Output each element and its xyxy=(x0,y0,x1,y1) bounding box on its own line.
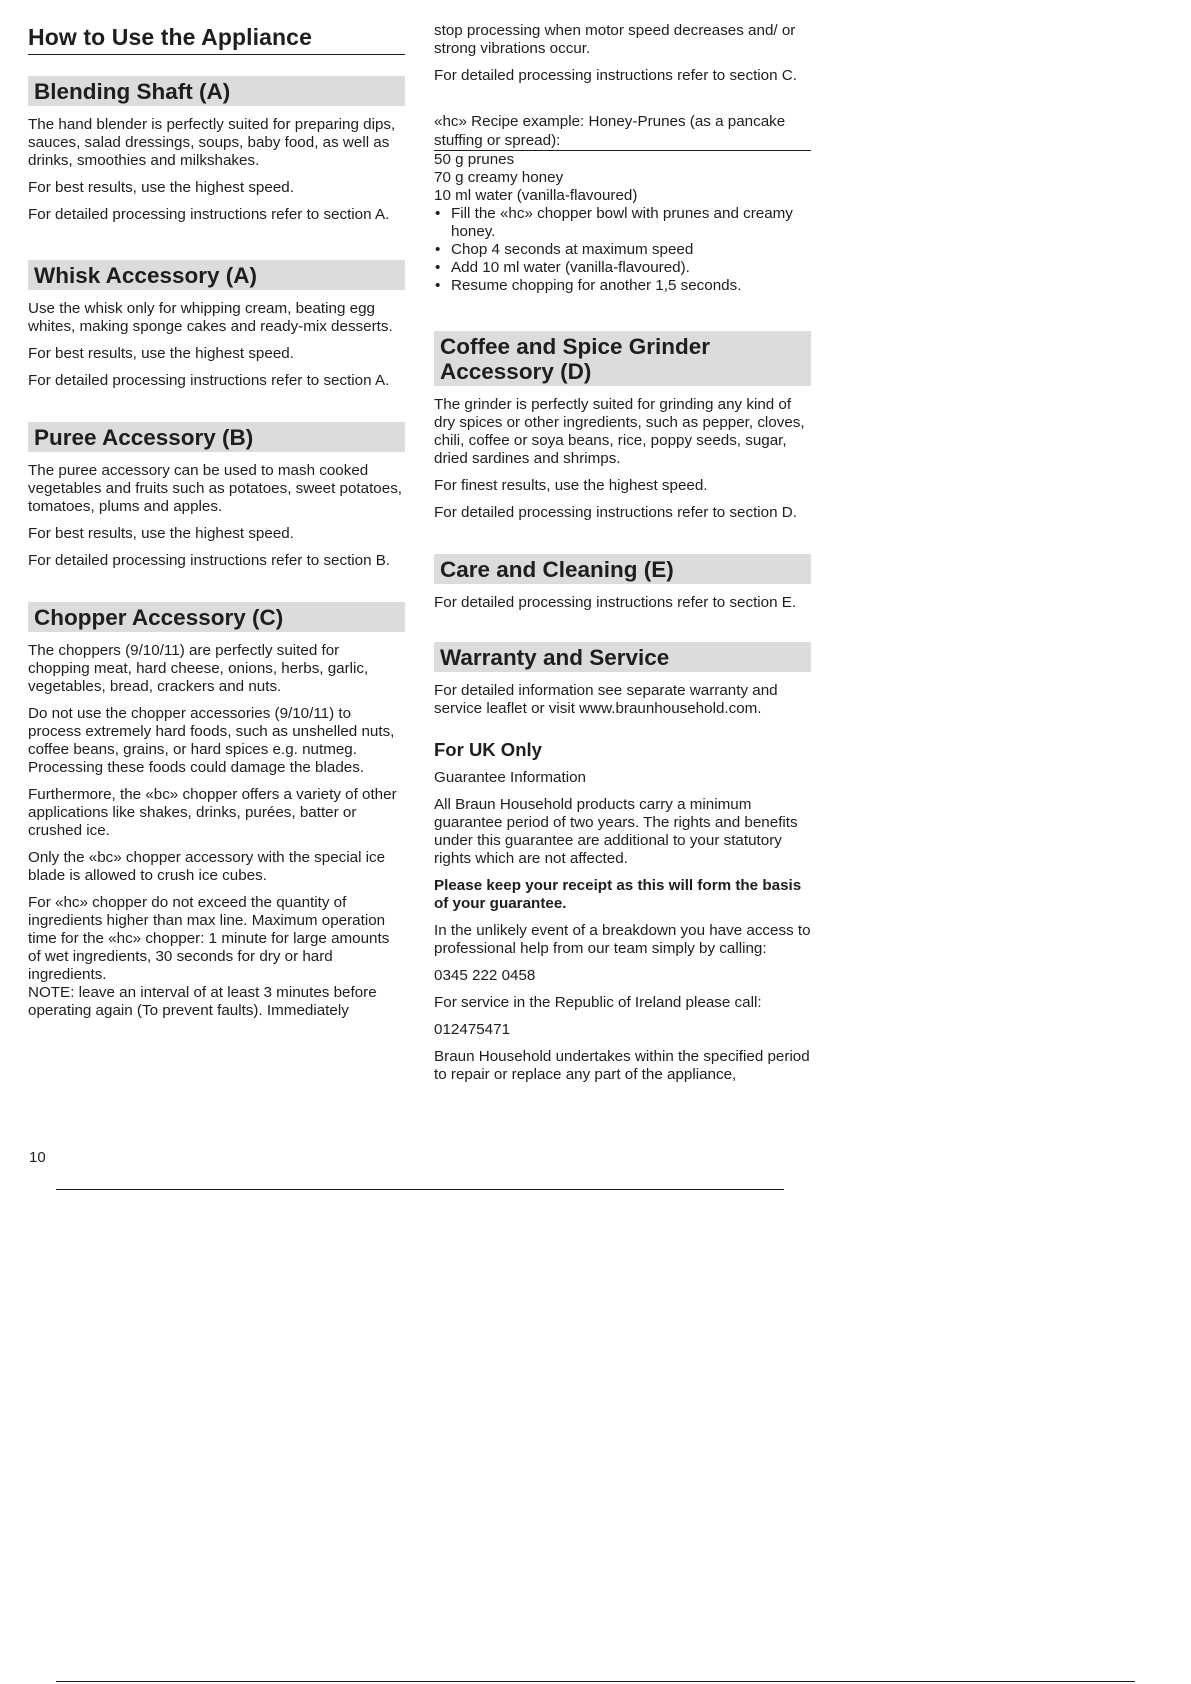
chopper-description: The choppers (9/10/11) are perfectly suited for chopping meat, hard cheese, onions, herbs, garlic, vegetables, bread, crackers and nuts. xyxy=(28,642,369,695)
bullet-icon: • xyxy=(435,259,441,276)
puree-accessory-heading: Puree Accessory (B) xyxy=(28,422,405,452)
uk-only-heading: For UK Only xyxy=(434,739,542,760)
chopper-instructions-ref: For detailed processing instructions refer to section C. xyxy=(434,67,797,84)
recipe-step: • Chop 4 seconds at maximum speed xyxy=(435,241,694,258)
guarantee-period-text: All Braun Household products carry a minimum guarantee period of two years. The rights and benefits under this guarantee are additional to your statutory rights which are not affected. xyxy=(434,796,798,867)
recipe-block xyxy=(434,112,811,295)
keep-receipt-note: Please keep your receipt as this will form the basis of your guarantee. xyxy=(434,877,802,912)
bottom-divider xyxy=(56,1681,1135,1682)
warranty-info: For detailed information see separate warranty and service leaflet or visit www.braunhousehold.com. xyxy=(434,682,778,717)
recipe-ingredient: 50 g prunes xyxy=(434,151,515,168)
recipe-steps xyxy=(434,205,811,295)
warranty-service-heading: Warranty and Service xyxy=(434,642,811,672)
chopper-stop-note: stop processing when motor speed decreases and/ or strong vibrations occur. xyxy=(434,22,796,57)
grinder-description: The grinder is perfectly suited for grinding any kind of dry spices or other ingredients, such as pepper, cloves, chili, coffee or soya beans, rice, poppy seeds, sugar, dried sardines and shrimps. xyxy=(434,396,805,467)
puree-description: The puree accessory can be used to mash cooked vegetables and fruits such as potatoes, sweet potatoes, tomatoes, plums and apples. xyxy=(28,462,403,515)
chopper-hc-limits: For «hc» chopper do not exceed the quantity of ingredients higher than max line. Maximum operation time for the «hc» chopper: 1 minute for large amounts of wet ingredients, 30 seconds for dry or hard ingredients. xyxy=(28,894,390,983)
puree-instructions-ref: For detailed processing instructions refer to section B. xyxy=(28,552,391,569)
blending-speed-tip: For best results, use the highest speed. xyxy=(28,179,294,196)
chopper-ice-blade-note: Only the «bc» chopper accessory with the special ice blade is allowed to crush ice cubes. xyxy=(28,849,386,884)
blending-shaft-heading: Blending Shaft (A) xyxy=(28,76,405,106)
page-divider xyxy=(56,1189,784,1190)
grinder-instructions-ref: For detailed processing instructions refer to section D. xyxy=(434,504,797,521)
chopper-warning-hard-foods: Do not use the chopper accessories (9/10/11) to process extremely hard foods, such as unshelled nuts, coffee beans, grains, or hard spices e.g. nutmeg. Processing these foods could damage the blades. xyxy=(28,705,395,776)
recipe-ingredient: 70 g creamy honey xyxy=(434,169,564,186)
whisk-accessory-heading: Whisk Accessory (A) xyxy=(28,260,405,290)
care-cleaning-heading: Care and Cleaning (E) xyxy=(434,554,811,584)
recipe-step: • Resume chopping for another 1,5 seconds. xyxy=(435,277,742,294)
ireland-phone-number: 012475471 xyxy=(434,1021,511,1038)
blending-instructions-ref: For detailed processing instructions refer to section A. xyxy=(28,206,390,223)
bullet-icon: • xyxy=(435,205,441,222)
chopper-interval-note: NOTE: leave an interval of at least 3 minutes before operating again (To prevent faults). Immediately xyxy=(28,984,377,1019)
whisk-description: Use the whisk only for whipping cream, beating egg whites, making sponge cakes and ready-mix desserts. xyxy=(28,300,393,335)
blending-description: The hand blender is perfectly suited for preparing dips, sauces, salad dressings, soups, baby food, as well as drinks, smoothies and milkshakes. xyxy=(28,116,396,169)
repair-replace-text: Braun Household undertakes within the specified period to repair or replace any part of the appliance, xyxy=(434,1048,810,1083)
left-column xyxy=(28,22,405,1020)
recipe-title: «hc» Recipe example: Honey-Prunes (as a pancake stuffing or spread): xyxy=(434,112,811,151)
chopper-bc-applications: Furthermore, the «bc» chopper offers a variety of other applications like shakes, drinks, purées, batter or crushed ice. xyxy=(28,786,397,839)
uk-phone-number: 0345 222 0458 xyxy=(434,967,536,984)
whisk-instructions-ref: For detailed processing instructions refer to section A. xyxy=(28,372,390,389)
whisk-speed-tip: For best results, use the highest speed. xyxy=(28,345,294,362)
recipe-step: • Add 10 ml water (vanilla-flavoured). xyxy=(435,259,690,276)
guarantee-information-label: Guarantee Information xyxy=(434,769,586,786)
page-number: 10 xyxy=(29,1149,46,1166)
grinder-accessory-heading: Coffee and Spice Grinder Accessory (D) xyxy=(434,331,811,386)
chopper-accessory-heading: Chopper Accessory (C) xyxy=(28,602,405,632)
right-column xyxy=(434,22,811,1084)
ireland-service-text: For service in the Republic of Ireland please call: xyxy=(434,994,762,1011)
grinder-speed-tip: For finest results, use the highest speed. xyxy=(434,477,708,494)
recipe-step: • Fill the «hc» chopper bowl with prunes and creamy honey. xyxy=(435,205,793,240)
recipe-ingredient: 10 ml water (vanilla-flavoured) xyxy=(434,187,638,204)
page-title: How to Use the Appliance xyxy=(28,22,405,55)
breakdown-help-text: In the unlikely event of a breakdown you have access to professional help from our team simply by calling: xyxy=(434,922,811,957)
bullet-icon: • xyxy=(435,277,441,294)
bullet-icon: • xyxy=(435,241,441,258)
care-instructions-ref: For detailed processing instructions refer to section E. xyxy=(434,594,797,611)
puree-speed-tip: For best results, use the highest speed. xyxy=(28,525,294,542)
